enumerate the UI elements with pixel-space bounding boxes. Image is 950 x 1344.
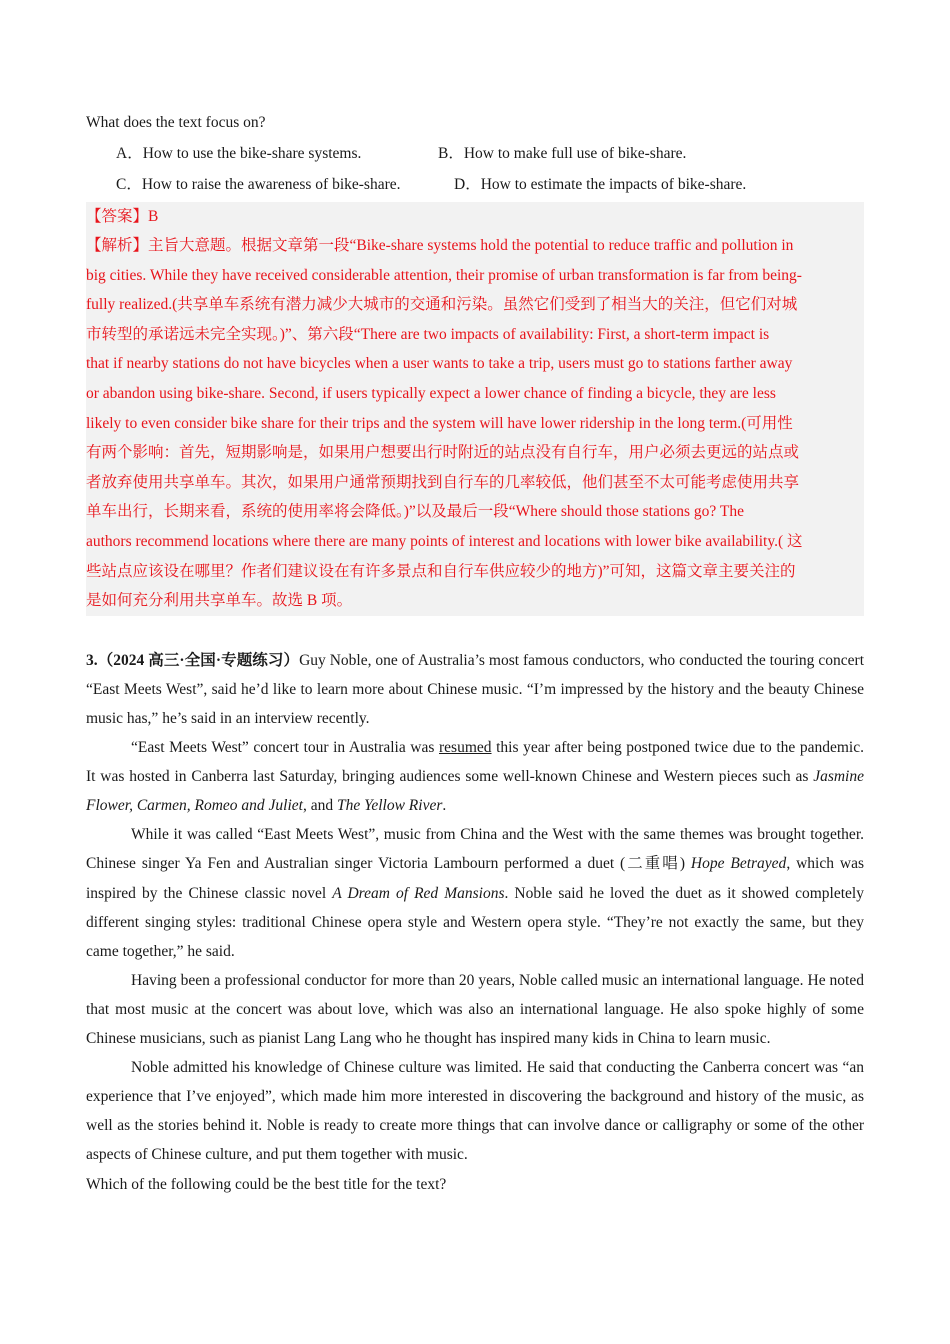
answer-explanation-box <box>86 202 864 616</box>
q3-paragraph-1 <box>86 646 864 733</box>
q2-options-row-1 <box>86 138 864 169</box>
analysis-line: 些站点应该设在哪里？作者们建议设在有许多景点和自行车供应较少的地方)”可知，这篇文章主要关注的 <box>86 562 796 580</box>
q3-p2-text: . <box>442 797 447 815</box>
analysis-line: 者放弃使用共享单车。其次，如果用户通常预期找到自行车的几率较低，他们甚至不太可能考虑使用共享 <box>86 473 800 491</box>
work-title: Hope Betrayed <box>690 855 787 873</box>
q2-question: What does the text focus on? <box>86 114 266 131</box>
q3-paragraph-4: Having been a professional conductor for more than 20 years, Noble called music an international language. He noted that most music at the concert was about love, which was also an international language. He also spoke highly of some Chinese musicians, such as pianist Lang Lang who he thought has inspired many kids in China to learn music. <box>86 971 864 1048</box>
analysis-line: or abandon using bike-share. Second, if users typically expect a lower chance of finding a bicycle, they are less <box>86 385 776 403</box>
answer-label: 【答案】B <box>86 207 159 225</box>
work-title: Jasmine Flower <box>86 768 864 815</box>
analysis-line: 市转型的承诺远未完全实现。)”、第六段“There are two impacts of availability: First, a short-term impact is <box>86 325 770 343</box>
q3-p1-text: Guy Noble, one of Australia’s most famous conductors, who conducted the touring concert “East Meets West”, said he’d like to learn more about Chinese music. “I’m impressed by the history and the beauty Chinese music has,” he’s said in an interview recently. <box>86 651 865 727</box>
analysis-line: 有两个影响：首先，短期影响是，如果用户想要出行时附近的站点没有自行车，用户必须去更远的站点或 <box>86 444 800 462</box>
q2-option-c: C．How to raise the awareness of bike-share. <box>116 175 401 193</box>
q3-p3-text: . Noble said he loved the duet as it showed completely different singing styles: traditional Chinese opera style and Western opera style. “They’re not exactly the same, but they came together,” he said. <box>86 884 864 960</box>
analysis-line: 是如何充分利用共享单车。故选 B 项。 <box>86 592 353 610</box>
analysis-line: big cities. While they have received considerable attention, their promise of urban transformation is far from being- <box>86 266 802 284</box>
question-3 <box>86 646 864 1199</box>
q3-p2-text: this year after being postponed twice due to the pandemic. It was hosted in Canberra last Saturday, bringing audiences some well-known Chinese and Western pieces such as <box>86 739 864 786</box>
work-title: The Yellow River <box>337 797 443 815</box>
q3-question: Which of the following could be the best title for the text? <box>86 1175 447 1193</box>
analysis-line: that if nearby stations do not have bicycles when a user wants to take a trip, users must go to stations farther away <box>86 355 793 373</box>
q2-option-b: B．How to make full use of bike-share. <box>438 144 687 162</box>
separator: , <box>129 797 137 815</box>
q3-p3-text: While it was called “East Meets West”, music from China and the West with the same themes was brought together. Chinese singer Ya Fen and Australian singer Victoria Lambourn performed a duet (二重唱) <box>86 826 864 873</box>
analysis-line: likely to even consider bike share for their trips and the system will have lower ridership in the long term.(可用性 <box>86 414 793 432</box>
document-page <box>86 108 864 1199</box>
analysis-line: 单车出行，长期来看，系统的使用率将会降低。)”以及最后一段“Where should those stations go? The <box>86 503 744 521</box>
underlined-word: resumed <box>439 739 492 757</box>
q3-label: 3.（2024 高三·全国·专题练习） <box>86 651 300 669</box>
analysis-line: authors recommend locations where there are many points of interest and locations with lower bike availability.( 这 <box>86 533 803 551</box>
q3-paragraph-5: Noble admitted his knowledge of Chinese culture was limited. He said that conducting the Canberra concert was “an experience that I’ve enjoyed”, which made him more interested in discovering the background and history of the music, as well as the stories behind it. Noble is ready to create more things that can involve dance or calligraphy or some of the other aspects of Chinese culture, and put them together with music. <box>86 1059 864 1164</box>
work-title: Romeo and Juliet <box>194 797 303 815</box>
work-title: A Dream of Red Mansions <box>332 884 505 902</box>
q2-options-row-2 <box>86 169 864 200</box>
q3-p3-text: , which was inspired by the Chinese classic novel <box>86 855 864 902</box>
q2-option-d: D．How to estimate the impacts of bike-share. <box>454 175 747 193</box>
separator: , <box>186 797 195 815</box>
separator: , and <box>303 797 338 815</box>
analysis-line: 【解析】主旨大意题。根据文章第一段“Bike-share systems hold the potential to reduce traffic and pollution in <box>86 237 794 255</box>
q3-paragraph-2 <box>86 733 864 820</box>
q3-p2-text: “East Meets West” concert tour in Australia was <box>131 739 439 757</box>
work-title: Carmen <box>136 797 187 815</box>
q2-option-a: A．How to use the bike-share systems. <box>116 144 362 162</box>
q3-paragraph-3 <box>86 820 864 965</box>
analysis-line: fully realized.(共享单车系统有潜力减少大城市的交通和污染。虽然它们受到了相当大的关注，但它们对城 <box>86 296 798 314</box>
